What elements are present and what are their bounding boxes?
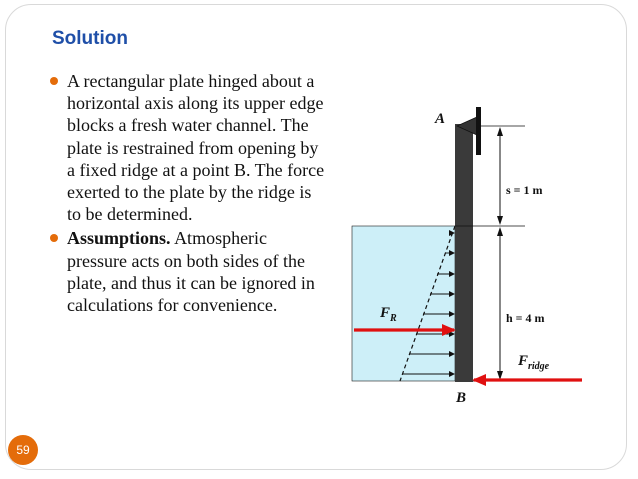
h-dimension-label: h = 4 m xyxy=(506,311,545,325)
hinge-mount xyxy=(476,107,481,155)
bullet-item-assumptions xyxy=(48,227,328,316)
dimension-h-arrowhead-top xyxy=(497,227,503,236)
slide-number: 59 xyxy=(16,443,30,457)
resultant-force-label: $F_R$ xyxy=(380,305,397,324)
ridge-point-label: B xyxy=(456,390,467,406)
slide-title: Solution xyxy=(52,28,128,49)
ridge-force-label: $F_{ridge}$ xyxy=(518,353,550,372)
s-dimension-label: s = 1 m xyxy=(506,183,543,197)
dimension-s-arrowhead-bottom xyxy=(497,216,503,225)
hinged-plate-diagram xyxy=(340,96,600,408)
bullet-dot-icon xyxy=(50,77,58,85)
dimension-s-arrowhead-top xyxy=(497,127,503,136)
plate xyxy=(455,124,473,382)
bullet-list xyxy=(48,70,328,316)
bullet-text: Atmospheric pressure acts on both sides of the plate, and thus it can be ignored in calculations for convenience. xyxy=(67,228,315,316)
water-region xyxy=(352,226,455,381)
bullet-label: Assumptions. xyxy=(67,228,171,249)
hinge-label: A xyxy=(435,111,446,127)
slide-number-badge xyxy=(8,435,38,465)
bullet-text: A rectangular plate hinged about a horizontal axis along its upper edge blocks a fresh water channel. The plate is restrained from opening by a fixed ridge at a point B. The force exerted to the plate by the ridge is to be determined. xyxy=(67,71,325,225)
bullet-item-description xyxy=(48,70,328,225)
bullet-dot-icon xyxy=(50,234,58,242)
